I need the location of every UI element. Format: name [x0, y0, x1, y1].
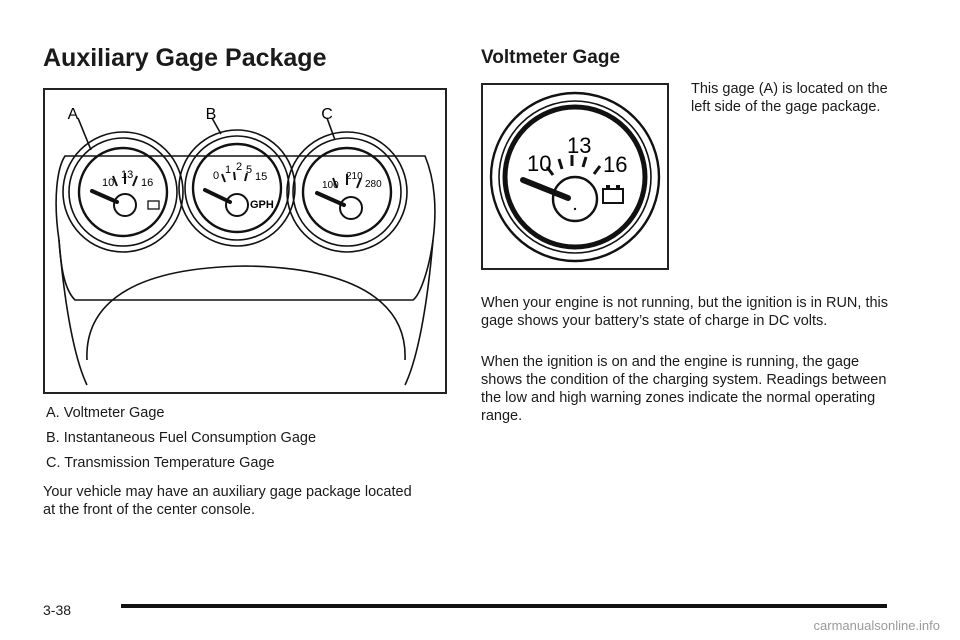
volt-low-label: 10 — [527, 151, 552, 176]
battery-icon — [603, 185, 623, 203]
volt-tick-label: 10 — [102, 177, 115, 189]
fuel-tick-label: 15 — [255, 171, 268, 183]
voltmeter-paragraph-2: When the ignition is on and the engine is running, the gage shows the condition of the charging system. Readings between the low and high warning zones indicate the normal operating range. — [481, 354, 887, 424]
fuel-tick-label: 5 — [246, 164, 253, 176]
watermark: carmanualsonline.info — [813, 618, 940, 633]
trans-tick-label: 210 — [346, 171, 363, 182]
fuel-tick-label: 2 — [236, 161, 243, 173]
gage-package-illustration — [43, 88, 447, 394]
voltmeter-illustration — [481, 83, 669, 270]
volt-tick-label: 13 — [121, 169, 134, 181]
battery-icon — [148, 201, 159, 209]
console-tray — [87, 266, 405, 360]
fuel-tick-label: 1 — [225, 164, 232, 176]
caption-a: A. Voltmeter Gage — [46, 405, 165, 421]
fuel-unit-label: GPH — [250, 199, 274, 211]
fuel-tick-label: 0 — [213, 170, 220, 182]
footer-rule — [121, 604, 887, 608]
voltmeter-title: Voltmeter Gage — [481, 47, 621, 68]
label-b: B — [205, 106, 217, 123]
caption-c: C. Transmission Temperature Gage — [46, 455, 275, 471]
volt-high-label: 16 — [603, 152, 628, 177]
trans-tick-label: 100 — [322, 180, 339, 191]
caption-b: B. Instantaneous Fuel Consumption Gage — [46, 430, 317, 446]
section-title: Auxiliary Gage Package — [43, 44, 327, 72]
section-body: Your vehicle may have an auxiliary gage package located at the front of the center console. — [43, 484, 412, 518]
voltmeter-paragraph-1: When your engine is not running, but the ignition is in RUN, this gage shows your battery’s state of charge in DC volts. — [481, 295, 889, 329]
label-a: A — [67, 106, 79, 123]
voltmeter-side-note: This gage (A) is located on the left side of the gage package. — [691, 81, 888, 115]
volt-tick-label: 16 — [141, 177, 154, 189]
trans-tick-label: 280 — [365, 179, 382, 190]
page-number: 3-38 — [43, 602, 72, 618]
label-c: C — [321, 106, 333, 123]
volt-mid-label: 13 — [567, 133, 592, 158]
